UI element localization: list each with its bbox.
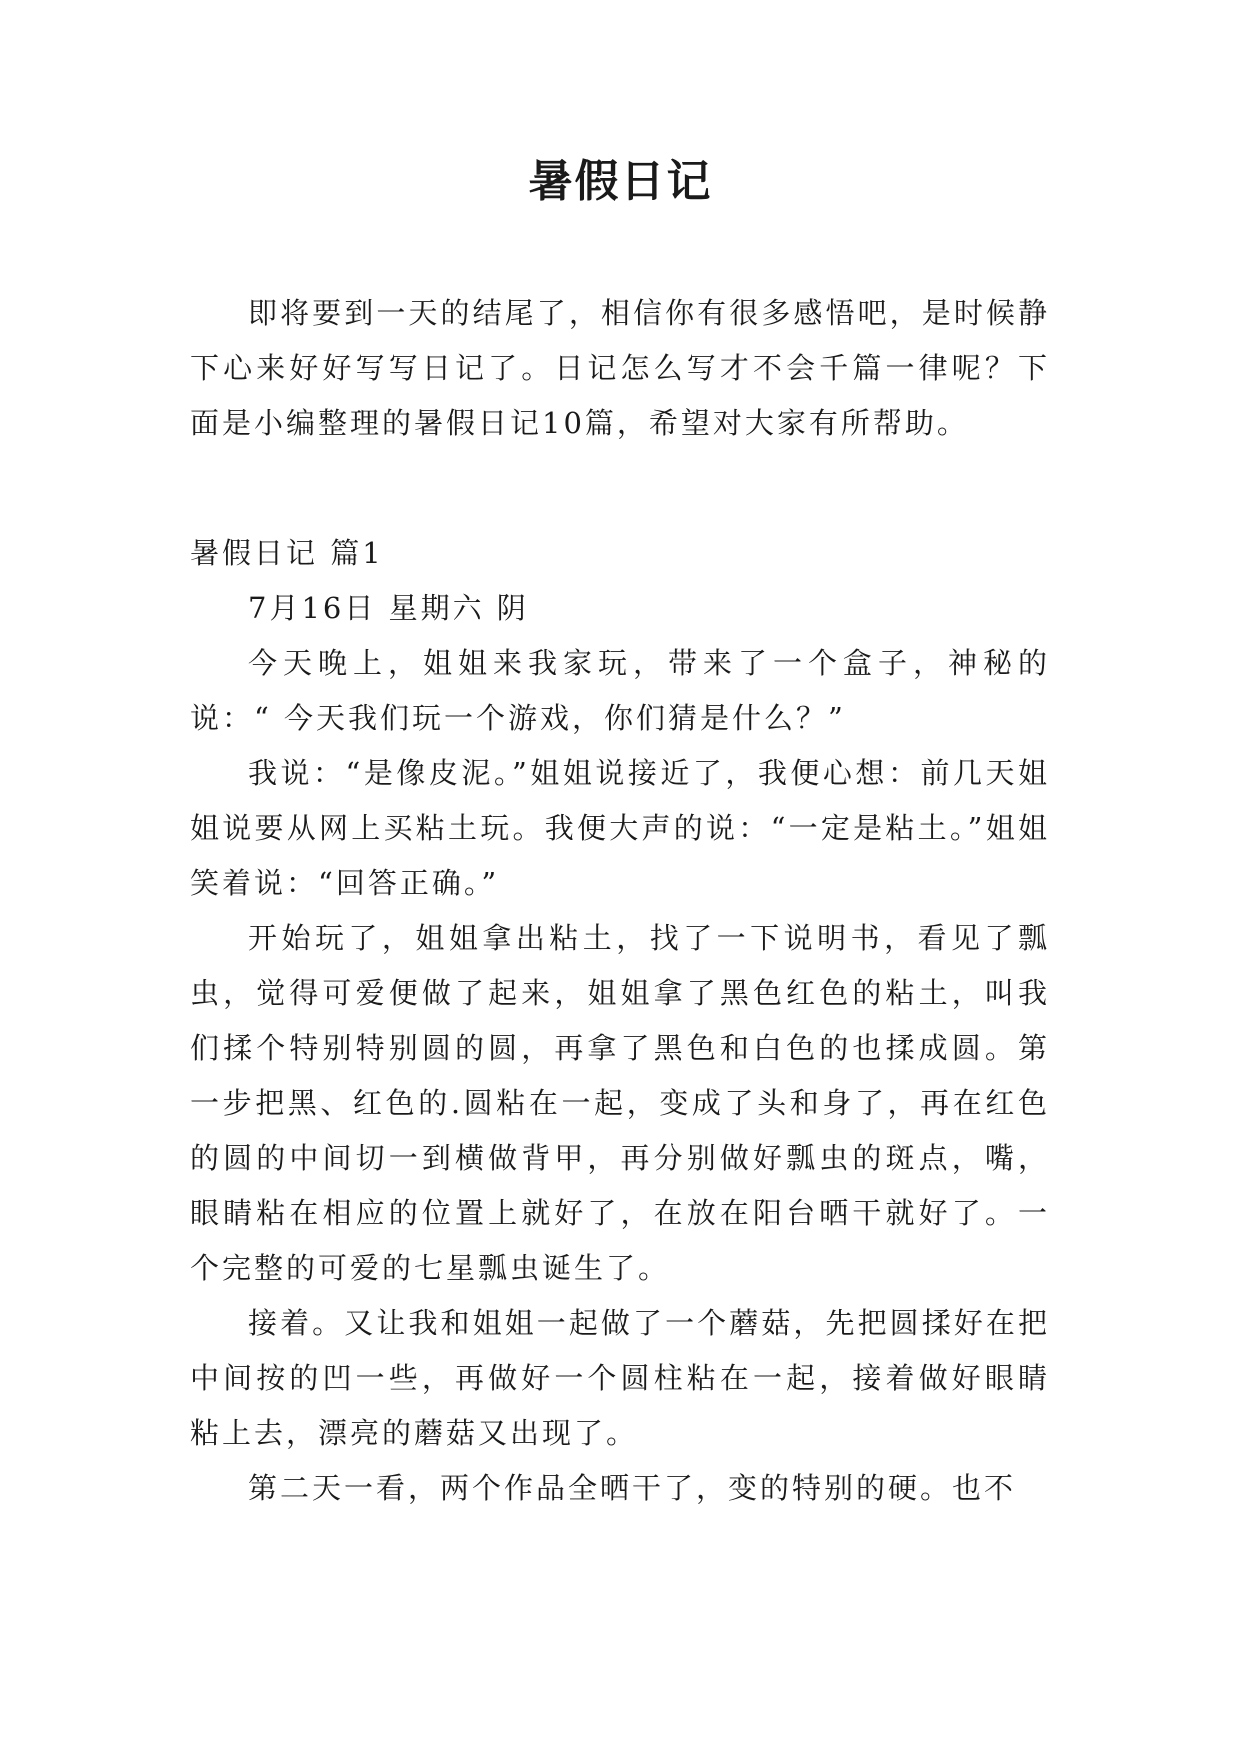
intro-section: [190, 286, 1050, 451]
intro-paragraph: 即将要到一天的结尾了，相信你有很多感悟吧，是时候静下心来好好写写日记了。日记怎么写才不会千篇一律呢？下面是小编整理的暑假日记10篇，希望对大家有所帮助。: [190, 296, 1050, 440]
entry-paragraph: 接着。又让我和姐姐一起做了一个蘑菇，先把圆揉好在把中间按的凹一些，再做好一个圆柱粘在一起，接着做好眼睛粘上去，漂亮的蘑菇又出现了。: [190, 1306, 1050, 1450]
date-line: 7月16日 星期六 阴: [248, 591, 529, 625]
entry-paragraph: 我说：“是像皮泥。”姐姐说接近了，我便心想：前几天姐姐说要从网上买粘土玩。我便大声的说：“一定是粘土。”姐姐笑着说：“回答正确。”: [190, 756, 1050, 900]
document-title: 暑假日记: [528, 156, 713, 207]
entry-heading: 暑假日记 篇1: [190, 536, 384, 570]
entry-paragraph: 开始玩了，姐姐拿出粘土，找了一下说明书，看见了瓢虫，觉得可爱便做了起来，姐姐拿了黑色红色的粘土，叫我们揉个特别特别圆的圆，再拿了黑色和白色的也揉成圆。第一步把黑、红色的.圆粘在一起，变成了头和身了，再在红色的圆的中间切一到横做背甲，再分别做好瓢虫的斑点，嘴，眼睛粘在相应的位置上就好了，在放在阳台晒干就好了。一个完整的可爱的七星瓢虫诞生了。: [190, 921, 1050, 1285]
diary-entry: [190, 526, 1050, 1516]
entry-paragraph: 今天晚上，姐姐来我家玩，带来了一个盒子，神秘的说：“ 今天我们玩一个游戏，你们猜是什么？”: [190, 646, 1050, 735]
entry-paragraph: 第二天一看，两个作品全晒干了，变的特别的硬。也不: [248, 1471, 1017, 1505]
